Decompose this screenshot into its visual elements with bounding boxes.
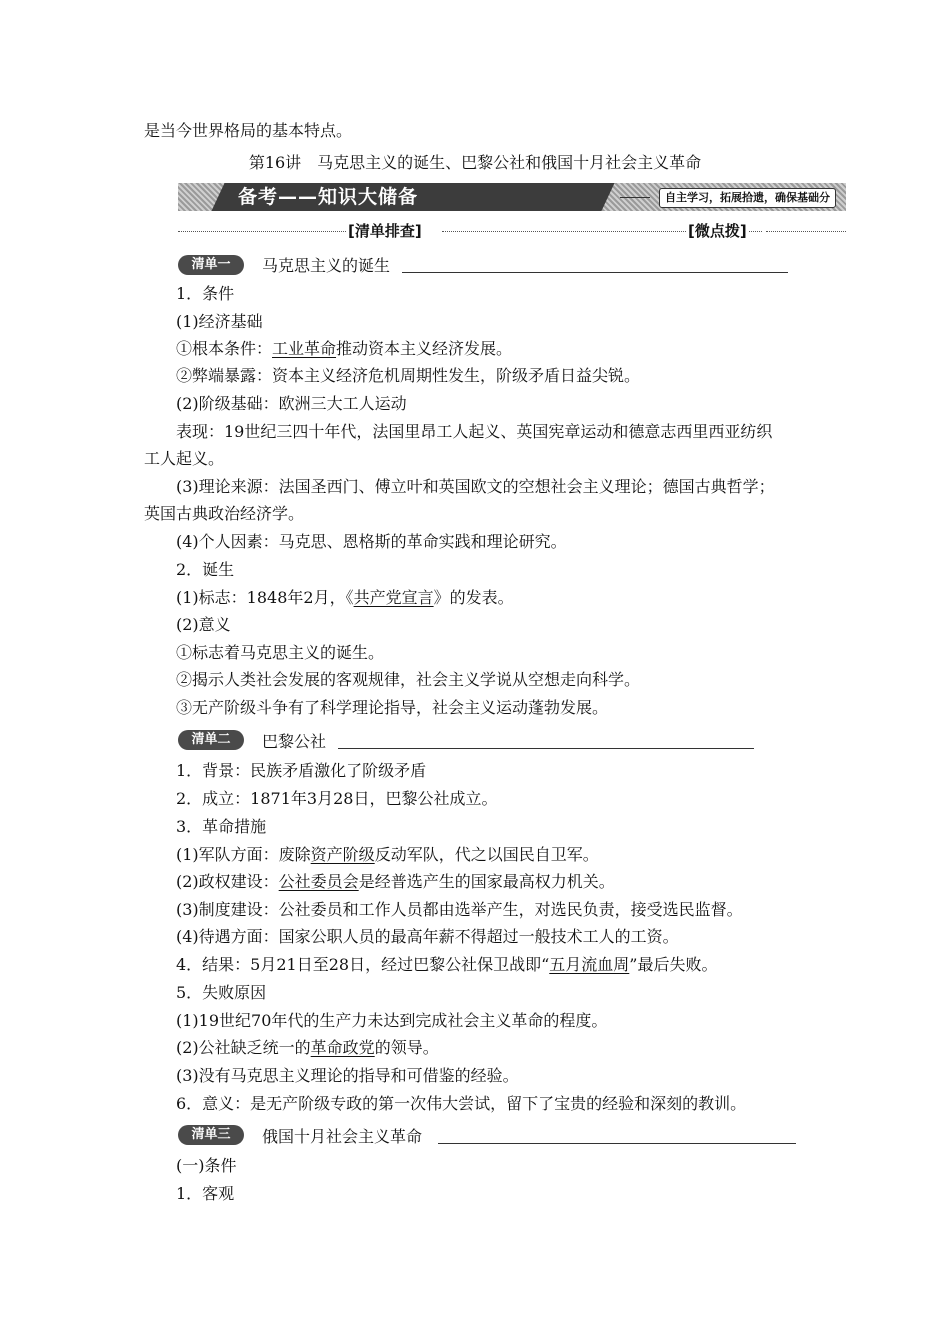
- section-badge: 清单三: [178, 1125, 244, 1145]
- section-badge: 清单一: [178, 255, 244, 275]
- section-title: 俄国十月社会主义革命: [262, 1127, 423, 1146]
- text-line: 表现：19世纪三四十年代，法国里昂工人起义、英国宪章运动和德意志西里西亚纺织: [176, 422, 773, 441]
- text-line: ③无产阶级斗争有了科学理论指导，社会主义运动蓬勃发展。: [176, 698, 609, 717]
- text-span: 推动资本主义经济发展。: [336, 339, 513, 358]
- text-span: 4．结果：5月21日至28日，经过巴黎公社保卫战即“: [176, 955, 550, 974]
- text-line: 英国古典政治经济学。: [144, 504, 305, 523]
- text-line: 6．意义：是无产阶级专政的第一次伟大尝试，留下了宝贵的经验和深刻的教训。: [176, 1094, 747, 1113]
- text-line: 3．革命措施: [176, 817, 267, 836]
- subhead-row: [178, 221, 846, 241]
- text-span: ①根本条件：: [176, 339, 273, 358]
- text-span: ”最后失败。: [629, 955, 718, 974]
- section-title: 巴黎公社: [262, 732, 327, 751]
- text-line: (1)19世纪70年代的生产力未达到完成社会主义革命的程度。: [176, 1011, 608, 1030]
- text-line: (一)条件: [176, 1156, 237, 1175]
- section-title: 马克思主义的诞生: [262, 256, 391, 275]
- text-line: 2．诞生: [176, 560, 235, 579]
- text-line: (2)阶级基础：欧洲三大工人运动: [176, 394, 407, 413]
- subhead-tips: [微点拨]: [688, 222, 747, 240]
- text-line: [176, 588, 514, 608]
- text-line: 2．成立：1871年3月28日，巴黎公社成立。: [176, 789, 498, 808]
- banner-title: 备考——知识大储备: [238, 186, 419, 208]
- banner-divider: [620, 197, 650, 198]
- key-term: 资产阶级: [310, 845, 375, 864]
- text-line: (3)制度建设：公社委员和工作人员都由选举产生，对选民负责，接受选民监督。: [176, 900, 743, 919]
- text-line: [176, 339, 512, 359]
- text-line: [176, 845, 599, 865]
- text-span: (2)政权建设：: [176, 872, 279, 891]
- text-line: ②揭示人类社会发展的客观规律，社会主义学说从空想走向科学。: [176, 670, 641, 689]
- text-line: ①标志着马克思主义的诞生。: [176, 643, 385, 662]
- text-line: 1．条件: [176, 284, 235, 303]
- section-rule: [402, 272, 788, 273]
- key-term: 共产党宣言: [353, 588, 434, 607]
- text-span: (2)公社缺乏统一的: [176, 1038, 311, 1057]
- text-span: (1)军队方面：废除: [176, 845, 311, 864]
- intro-tail-text: 是当今世界格局的基本特点。: [144, 121, 353, 140]
- banner-tagline: 自主学习，拓展拾遗，确保基础分: [659, 188, 836, 208]
- section-rule: [438, 1143, 796, 1144]
- text-line: 工人起义。: [144, 449, 225, 468]
- section-rule: [338, 748, 754, 749]
- lecture-title: 第16讲 马克思主义的诞生、巴黎公社和俄国十月社会主义革命: [248, 153, 702, 172]
- key-term: 工业革命: [272, 339, 337, 358]
- text-line: 1．背景：民族矛盾激化了阶级矛盾: [176, 761, 427, 780]
- text-span: 》的发表。: [433, 588, 514, 607]
- text-line: 1．客观: [176, 1184, 235, 1203]
- text-line: (4)待遇方面：国家公职人员的最高年薪不得超过一般技术工人的工资。: [176, 927, 679, 946]
- text-span: 的领导。: [374, 1038, 439, 1057]
- section-badge: 清单二: [178, 730, 244, 750]
- text-line: ②弊端暴露：资本主义经济危机周期性发生，阶级矛盾日益尖锐。: [176, 366, 641, 385]
- text-line: [176, 1038, 439, 1058]
- text-line: (2)意义: [176, 615, 231, 634]
- dotted-leader: [178, 231, 346, 232]
- text-line: (3)理论来源：法国圣西门、傅立叶和英国欧文的空想社会主义理论；德国古典哲学；: [176, 477, 775, 496]
- key-term: 五月流血周: [549, 955, 630, 974]
- text-line: 5．失败原因: [176, 983, 267, 1002]
- text-line: (4)个人因素：马克思、恩格斯的革命实践和理论研究。: [176, 532, 567, 551]
- key-term: 革命政党: [310, 1038, 375, 1057]
- section-banner: [178, 183, 846, 211]
- text-span: 是经普选产生的国家最高权力机关。: [358, 872, 615, 891]
- subhead-checklist: [清单排查]: [348, 222, 422, 240]
- dotted-leader: [766, 231, 846, 232]
- text-line: [176, 872, 615, 892]
- text-span: (1)标志：1848年2月，《: [176, 588, 354, 607]
- text-line: (3)没有马克思主义理论的指导和可借鉴的经验。: [176, 1066, 519, 1085]
- text-span: 反动军队，代之以国民自卫军。: [374, 845, 599, 864]
- key-term: 公社委员会: [278, 872, 359, 891]
- text-line: (1)经济基础: [176, 312, 263, 331]
- text-line: [176, 955, 717, 975]
